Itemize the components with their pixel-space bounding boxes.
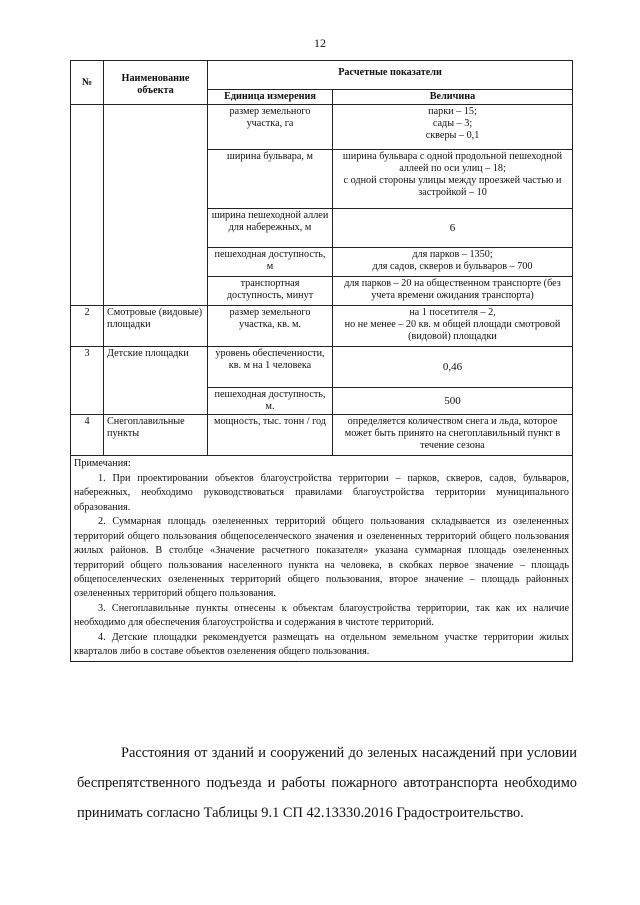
row-value-cell [333,248,573,277]
unit-text: мощность, тыс. тонн / год [214,416,326,428]
row-value-cell [333,347,573,388]
unit-text: пешеходная доступность, м [214,249,326,273]
col-header-indicators: Расчетные показатели [208,61,573,90]
row-unit-cell [208,248,333,277]
unit-text: уровень обеспеченности, кв. м на 1 человека [215,348,325,372]
row-unit-cell [208,306,333,347]
value-text: для парков – 1350; для садов, скверов и бульваров – 700 [372,249,533,273]
col-header-name: Наименование объекта [104,61,208,105]
row-value-cell [333,150,573,209]
unit-text: ширина бульвара, м [227,151,313,163]
body-paragraph: Расстояния от зданий и сооружений до зеленых насаждений при условии беспрепятственного подъезда и работы пожарного автотранспорта необходимо принимать согласно Таблицы 9.1 СП 42.13330.2016 Градостроительство. [77,745,577,821]
row-unit-cell [208,105,333,150]
unit-text: транспортная доступность, минут [226,278,314,302]
row-number-cell: 3 [71,347,104,415]
row-name-cell [104,105,208,306]
row-value-cell [333,415,573,456]
row-value-cell [333,209,573,248]
row-name-cell: Детские площадки [104,347,208,415]
row-name-cell: Смотровые (видовые) площадки [104,306,208,347]
value-text: на 1 посетителя – 2, но не менее – 20 кв. м общей площади смотровой (видовой) площадки [344,307,561,343]
note-item: 3. Снегоплавильные пункты отнесены к объектам благоустройства территории, так как их наличие необходимо для обеспечения благоустройства и содержания в чистоте территорий. [74,602,570,629]
row-unit-cell [208,209,333,248]
table-row [71,415,573,456]
table-row [71,306,573,347]
row-number-cell: 2 [71,306,104,347]
table-row [71,347,573,388]
value-text: определяется количеством снега и льда, которое может быть принято на снегоплавильный пункт в течение сезона [344,416,561,452]
col-header-unit: Единица измерения [208,90,333,105]
row-unit-cell [208,347,333,388]
value-text: для парков – 20 на общественном транспорте (без учета времени ожидания транспорта) [344,278,561,302]
row-name-cell: Снегоплавильные пункты [104,415,208,456]
value-text: 0,46 [442,360,463,373]
row-number-cell: 4 [71,415,104,456]
note-item: 2. Суммарная площадь озелененных территорий общего пользования складывается из озелененных территорий общего пользования общепоселенческого значения и озелененных территорий общего пользования жилых районов. В столбце «Значение расчетного показателя» указана суммарная площадь озелененных территорий общего пользования населенного пункта на человека, в скобках первое значение – площадь общепоселенческих озелененных территорий общего пользования, второе значение – площадь районных озелененных территорий общего пользования. [74,516,570,600]
value-text: 6 [449,221,456,234]
row-unit-cell [208,150,333,209]
table-row [71,105,573,150]
notes-heading: Примечания: [74,458,131,470]
value-text: ширина бульвара с одной продольной пешеходной аллеей по оси улиц – 18; с одной стороны улицы между проезжей частью и застройкой – 10 [342,151,563,199]
notes-cell [71,456,573,662]
note-item: 4. Детские площадки рекомендуется размещать на отдельном земельном участке территории жилых кварталов либо в составе объектов озеленения общего пользования. [74,631,570,658]
row-value-cell [333,105,573,150]
unit-text: размер земельного участка, га [229,106,311,130]
row-unit-cell [208,277,333,306]
page-number: 12 [314,36,326,50]
notes-row [71,456,573,662]
row-number-cell [71,105,104,306]
value-text: 500 [444,394,461,407]
row-value-cell [333,277,573,306]
unit-text: ширина пешеходной аллеи для набережных, м [211,210,329,234]
row-value-cell [333,388,573,415]
value-text: парки – 15; сады – 3; скверы – 0,1 [425,106,480,142]
row-unit-cell [208,388,333,415]
col-header-number: № [71,61,104,105]
table-header-row [71,61,573,90]
row-value-cell [333,306,573,347]
note-item: 1. При проектировании объектов благоустройства территории – парков, скверов, садов, бульваров, набережных, необходимо руководствоваться правилами благоустройства территории муниципального образования. [74,472,570,513]
unit-text: размер земельного участка, кв. м. [229,307,311,331]
col-header-value: Величина [333,90,573,105]
row-unit-cell [208,415,333,456]
unit-text: пешеходная доступность, м. [214,389,326,413]
indicators-table [70,60,573,662]
